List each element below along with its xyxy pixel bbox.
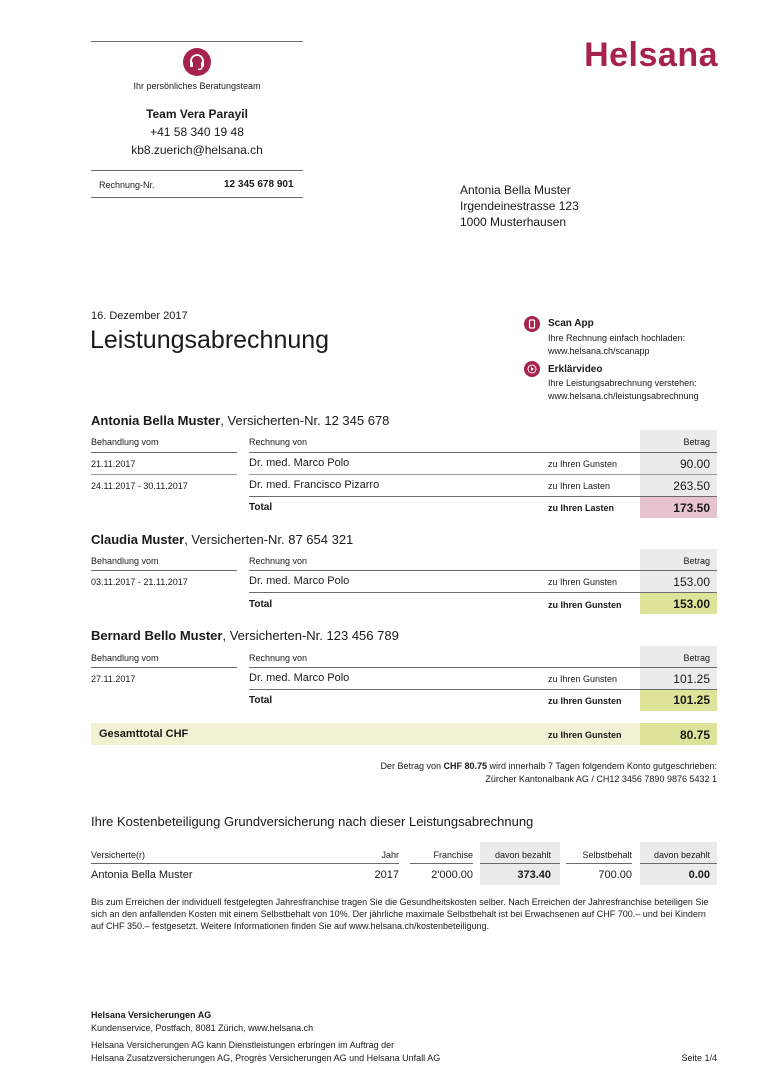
header-invoice-from: Rechnung von bbox=[249, 653, 308, 663]
insured-number: , Versicherten-Nr. 123 456 789 bbox=[222, 628, 399, 643]
payment-bank: Zürcher Kantonalbank AG / CH12 3456 7890 9876 5432 1 bbox=[485, 774, 717, 784]
invoice-number-value: 12 345 678 901 bbox=[224, 179, 294, 190]
row-amount: 263.50 bbox=[673, 479, 710, 493]
cost-paid1: 373.40 bbox=[517, 869, 551, 881]
scan-app-title[interactable]: Scan App bbox=[548, 318, 594, 329]
row-divider bbox=[91, 570, 237, 571]
header-insured: Versicherte(r) bbox=[91, 850, 146, 860]
person-name: Claudia Muster bbox=[91, 532, 185, 547]
row-doctor: Dr. med. Marco Polo bbox=[249, 575, 350, 587]
team-phone: +41 58 340 19 48 bbox=[150, 125, 244, 139]
person-name: Bernard Bello Muster bbox=[91, 628, 223, 643]
header-amount: Betrag bbox=[683, 437, 710, 447]
footer-line1: Helsana Versicherungen AG kann Dienstleistungen erbringen im Auftrag der bbox=[91, 1040, 395, 1050]
row-note: zu Ihren Gunsten bbox=[548, 577, 618, 587]
row-divider bbox=[91, 474, 237, 475]
payment-prefix: Der Betrag von bbox=[380, 761, 444, 771]
footer-company: Helsana Versicherungen AG bbox=[91, 1010, 212, 1020]
row-doctor: Dr. med. Marco Polo bbox=[249, 672, 350, 684]
payment-amount: CHF 80.75 bbox=[443, 761, 487, 771]
row-divider bbox=[91, 863, 399, 864]
helsana-logo: Helsana bbox=[584, 36, 718, 74]
phone-app-icon[interactable] bbox=[524, 316, 540, 332]
insured-number: , Versicherten-Nr. 87 654 321 bbox=[184, 532, 354, 547]
total-amount: 101.25 bbox=[673, 693, 710, 707]
row-date: 03.11.2017 - 21.11.2017 bbox=[91, 577, 188, 587]
cost-insured: Antonia Bella Muster bbox=[91, 869, 193, 881]
recipient-name: Antonia Bella Muster bbox=[460, 183, 571, 197]
row-note: zu Ihren Lasten bbox=[548, 481, 611, 491]
row-amount: 90.00 bbox=[679, 457, 710, 471]
row-amount: 153.00 bbox=[673, 575, 710, 589]
cost-share-title: Ihre Kostenbeteiligung Grundversicherung nach dieser Leistungsabrechnung bbox=[91, 814, 534, 829]
recipient-address bbox=[460, 182, 579, 230]
cost-share-explanation: Bis zum Erreichen der individuell festgelegten Jahresfranchise tragen Sie die Gesundheitskosten selber. Nach Erreichen der Jahresfranchise beteiligen Sie sich an den anfallenden Kosten mit einem Selbstbehalt von 10%. Der jährliche maximale Selbstbehalt ist bei Erwachsenen auf CHF 700.– und bei Kindern auf CHF 350.– festgesetzt. Weitere Informationen finden Sie auf www.helsana.ch/kostenbeteiligung. bbox=[91, 897, 709, 931]
invoice-number-label: Rechnung-Nr. bbox=[99, 180, 155, 190]
header-invoice-from: Rechnung von bbox=[249, 556, 308, 566]
footer-line2: Helsana Zusatzversicherungen AG, Progrès Versicherungen AG und Helsana Unfall AG bbox=[91, 1053, 441, 1063]
person-name: Antonia Bella Muster bbox=[91, 413, 221, 428]
row-divider bbox=[91, 667, 237, 668]
contact-bottom-divider bbox=[91, 197, 303, 198]
team-name: Team Vera Parayil bbox=[146, 107, 248, 121]
recipient-city: 1000 Musterhausen bbox=[460, 215, 567, 229]
scan-app-desc: Ihre Rechnung einfach hochladen: bbox=[548, 333, 686, 343]
page-number: Seite 1/4 bbox=[681, 1053, 717, 1063]
insured-number: , Versicherten-Nr. 12 345 678 bbox=[220, 413, 390, 428]
row-amount: 101.25 bbox=[673, 672, 710, 686]
header-deductible: Selbstbehalt bbox=[582, 850, 632, 860]
row-divider bbox=[640, 863, 717, 864]
team-label: Ihr persönliches Beratungsteam bbox=[133, 81, 261, 91]
header-year: Jahr bbox=[381, 850, 399, 860]
document-date: 16. Dezember 2017 bbox=[91, 310, 188, 322]
play-icon[interactable] bbox=[524, 361, 540, 377]
total-note: zu Ihren Gunsten bbox=[548, 696, 622, 706]
header-amount: Betrag bbox=[683, 556, 710, 566]
scan-app-link[interactable]: www.helsana.ch/scanapp bbox=[548, 346, 650, 356]
total-label: Total bbox=[249, 695, 273, 706]
cost-franchise: 2'000.00 bbox=[431, 869, 473, 881]
total-note: zu Ihren Gunsten bbox=[548, 600, 622, 610]
row-note: zu Ihren Gunsten bbox=[548, 674, 618, 684]
contact-top-divider bbox=[91, 41, 303, 42]
person-heading bbox=[91, 628, 399, 643]
payment-suffix: wird innerhalb 7 Tagen folgendem Konto gutgeschrieben: bbox=[487, 761, 717, 771]
header-amount: Betrag bbox=[683, 653, 710, 663]
row-doctor: Dr. med. Francisco Pizarro bbox=[249, 479, 380, 491]
header-paid1: davon bezahlt bbox=[494, 850, 551, 860]
row-date: 21.11.2017 bbox=[91, 459, 136, 469]
row-date: 24.11.2017 - 30.11.2017 bbox=[91, 481, 188, 491]
cost-year: 2017 bbox=[374, 869, 399, 881]
headset-icon bbox=[183, 48, 211, 76]
header-franchise: Franchise bbox=[433, 850, 473, 860]
footer-service: Kundenservice, Postfach, 8081 Zürich, www.helsana.ch bbox=[91, 1023, 314, 1033]
recipient-street: Irgendeinestrasse 123 bbox=[460, 199, 579, 213]
document-title: Leistungsabrechnung bbox=[90, 326, 330, 354]
video-link[interactable]: www.helsana.ch/leistungsabrechnung bbox=[548, 391, 699, 401]
row-date: 27.11.2017 bbox=[91, 674, 136, 684]
total-note: zu Ihren Lasten bbox=[548, 503, 615, 513]
row-doctor: Dr. med. Marco Polo bbox=[249, 457, 350, 469]
grand-total-note: zu Ihren Gunsten bbox=[548, 730, 622, 740]
total-amount: 173.50 bbox=[673, 501, 710, 515]
video-title[interactable]: Erklärvideo bbox=[548, 364, 603, 375]
grand-total-label: Gesamttotal CHF bbox=[99, 728, 189, 740]
header-invoice-from: Rechnung von bbox=[249, 437, 308, 447]
header-treatment: Behandlung vom bbox=[91, 653, 159, 663]
total-label: Total bbox=[249, 502, 273, 513]
video-desc: Ihre Leistungsabrechnung verstehen: bbox=[548, 378, 697, 388]
contact-mid-divider bbox=[91, 170, 303, 171]
total-amount: 153.00 bbox=[673, 597, 710, 611]
header-paid2: davon bezahlt bbox=[653, 850, 710, 860]
row-divider bbox=[91, 452, 237, 453]
row-divider bbox=[410, 863, 473, 864]
header-treatment: Behandlung vom bbox=[91, 556, 159, 566]
grand-total-amount: 80.75 bbox=[679, 728, 710, 742]
header-treatment: Behandlung vom bbox=[91, 437, 159, 447]
person-heading bbox=[91, 413, 389, 428]
payment-note bbox=[300, 760, 717, 786]
person-heading bbox=[91, 532, 353, 547]
row-note: zu Ihren Gunsten bbox=[548, 459, 618, 469]
cost-paid2: 0.00 bbox=[688, 869, 710, 881]
cost-deductible: 700.00 bbox=[598, 869, 632, 881]
row-divider bbox=[480, 863, 560, 864]
total-label: Total bbox=[249, 599, 273, 610]
team-email[interactable]: kb8.zuerich@helsana.ch bbox=[131, 143, 263, 157]
row-divider bbox=[566, 863, 632, 864]
